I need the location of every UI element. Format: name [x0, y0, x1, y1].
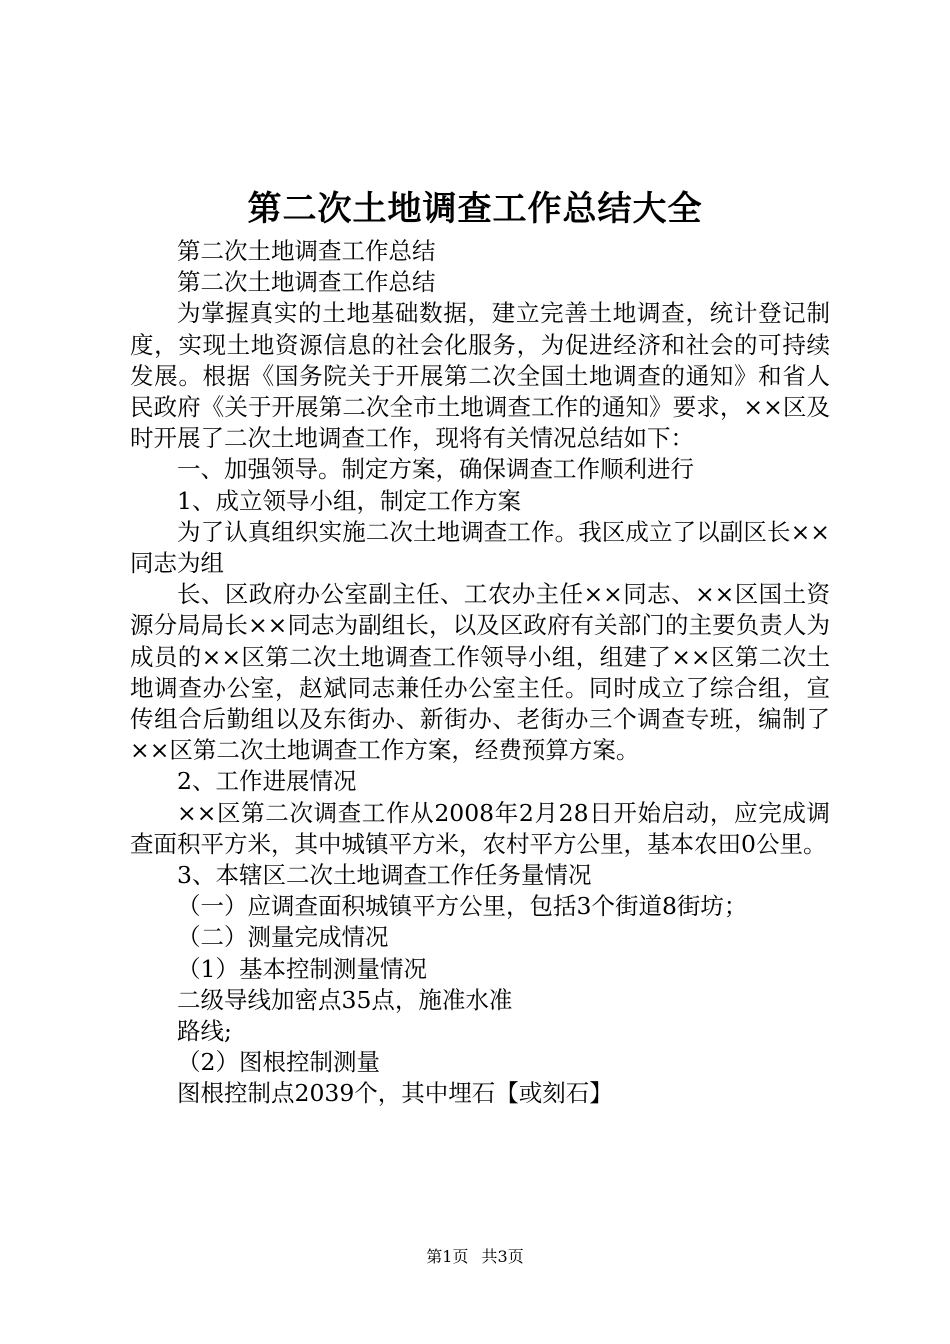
list-item: （一）应调查面积城镇平方公里，包括3个街道8街坊；	[177, 892, 748, 921]
paragraph: 为掌握真实的土地基础数据，建立完善土地调查，统计登记制度，实现土地资源信息的社会化服务，为促进经济和社会的可持续发展。根据《国务院关于开展第二次全国土地调查的通知》和省人民政府《关于开展第二次全市土地调查工作的通知》要求，××区及时开展了二次土地调查工作，现将有关情况总结如下：	[130, 299, 830, 453]
list-item: （二）测量完成情况	[177, 923, 389, 952]
paragraph: 图根控制点2039个，其中埋石【或刻石】	[177, 1079, 613, 1108]
page-footer	[0, 1247, 950, 1267]
paragraph: 长、区政府办公室副主任、工农办主任××同志、××区国土资源分局局长××同志为副组长，以及区政府有关部门的主要负责人为成员的××区第二次土地调查工作领导小组，组建了××区第二次土地调查办公室，赵斌同志兼任办公室主任。同时成立了综合组，宣传组合后勤组以及东街办、新街办、老街办三个调查专班，编制了××区第二次土地调查工作方案，经费预算方案。	[130, 580, 830, 765]
paragraph: 为了认真组织实施二次土地调查工作。我区成立了以副区长××同志为组	[130, 517, 830, 578]
paragraph: ××区第二次调查工作从2008年2月28日开始启动，应完成调查面积平方米，其中城镇平方米，农村平方公里，基本农田0公里。	[130, 798, 830, 858]
subsection-heading: 3、本辖区二次土地调查工作任务量情况	[177, 861, 592, 890]
list-item: （2）图根控制测量	[177, 1048, 380, 1077]
subsection-heading: 1、成立领导小组，制定工作方案	[177, 486, 521, 515]
list-item: （1）基本控制测量情况	[177, 954, 427, 983]
page-number: 第1页	[426, 1247, 469, 1266]
document-body	[130, 236, 830, 1110]
subsection-heading: 2、工作进展情况	[177, 767, 357, 796]
section-heading: 一、加强领导。制定方案，确保调查工作顺利进行	[177, 455, 694, 484]
paragraph: 第二次土地调查工作总结	[177, 268, 436, 297]
paragraph: 路线;	[177, 1017, 232, 1046]
page-total: 共3页	[481, 1247, 524, 1266]
document-title: 第二次土地调查工作总结大全	[247, 189, 703, 229]
paragraph: 二级导线加密点35点，施准水准	[177, 985, 513, 1014]
paragraph: 第二次土地调查工作总结	[177, 237, 436, 265]
